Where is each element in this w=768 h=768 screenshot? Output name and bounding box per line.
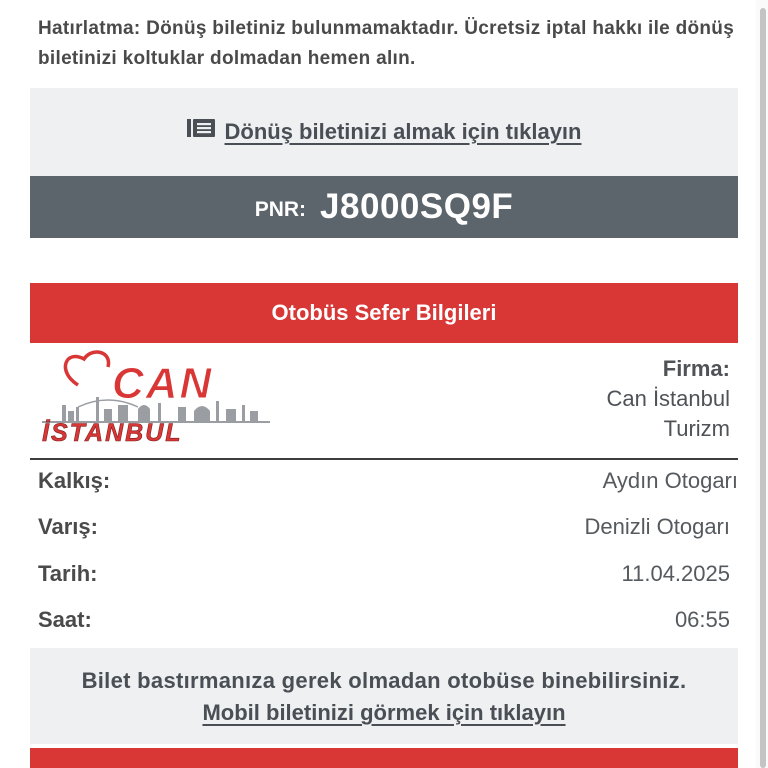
pnr-bar <box>30 176 738 238</box>
divider <box>30 458 738 460</box>
no-print-info: Bilet bastırmanıza gerek olmadan otobüse binebilirsiniz. <box>81 668 687 693</box>
pnr-code: J8000SQ9F <box>320 187 514 226</box>
departure-value: Aydın Otogarı <box>602 468 738 493</box>
logo-can-text: CAN <box>112 359 214 408</box>
arrival-row <box>38 514 730 544</box>
view-mobile-ticket-link[interactable]: Mobil biletinizi görmek için tıklayın <box>202 700 566 725</box>
return-ticket-panel <box>30 88 738 176</box>
mobile-ticket-panel <box>30 648 738 744</box>
pnr-label: PNR: <box>254 198 307 221</box>
date-row <box>38 561 730 591</box>
departure-row <box>38 468 738 498</box>
time-label: Saat: <box>38 607 92 632</box>
return-ticket-reminder: Hatırlatma: Dönüş biletiniz bulunmamaktadır. Ücretsiz iptal hakkı ile dönüş biletinizi koltuklar dolmadan hemen alın. <box>38 18 735 69</box>
scrollbar-thumb[interactable] <box>760 8 766 768</box>
logo-istanbul-text: İSTANBUL <box>42 419 183 445</box>
date-label: Tarih: <box>38 561 98 586</box>
scrollbar[interactable] <box>756 0 768 768</box>
date-value: 11.04.2025 <box>621 561 730 586</box>
next-section-header <box>30 748 738 768</box>
can-istanbul-logo <box>38 345 274 445</box>
trip-info-header: Otobüs Sefer Bilgileri <box>30 283 738 343</box>
time-row <box>38 607 730 637</box>
departure-label: Kalkış: <box>38 468 111 493</box>
arrival-value: Denizli Otogarı <box>584 514 730 539</box>
time-value: 06:55 <box>674 607 730 632</box>
ticket-icon <box>187 118 215 138</box>
company-name: Can İstanbul Turizm <box>606 386 730 441</box>
arrival-label: Varış: <box>38 514 98 539</box>
buy-return-ticket-link[interactable]: Dönüş biletinizi almak için tıklayın <box>224 119 582 144</box>
company-label: Firma: <box>662 356 730 381</box>
company-info <box>430 354 730 444</box>
